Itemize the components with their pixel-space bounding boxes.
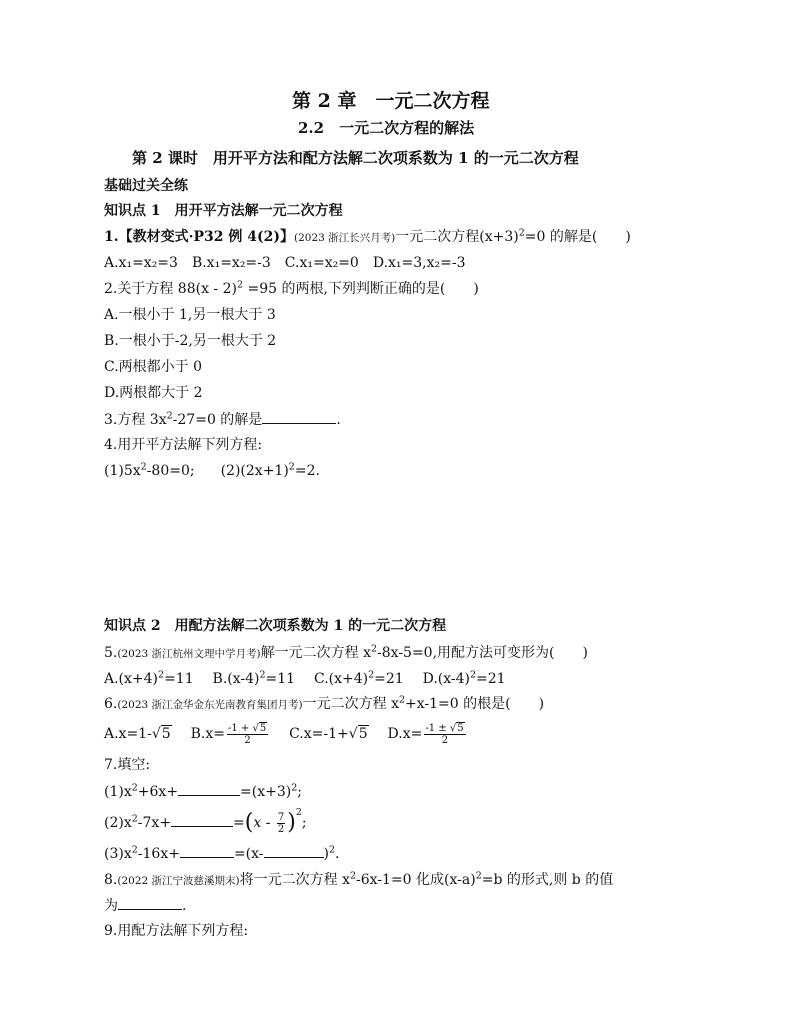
q7-p1-d: ; <box>297 784 302 800</box>
q7-p2-x: x - <box>253 815 275 831</box>
q8-number: 8. <box>104 872 118 888</box>
q2-option-c: C.两根都小于 0 <box>104 359 203 375</box>
q4-p1-a: (1)5x <box>104 463 141 479</box>
sqrt-icon: √ <box>348 726 358 742</box>
question-1 <box>104 227 631 248</box>
q5-options <box>104 669 506 689</box>
q6-b-radicand: 5 <box>259 722 267 734</box>
q7-part-2 <box>104 808 307 838</box>
q8-line2-text: 为 <box>104 898 118 914</box>
q6-d-numerator: -1 ± <box>425 722 450 734</box>
q8-line-2 <box>104 895 186 916</box>
q8-stem-b: -6x-1=0 化成(x-a) <box>356 872 476 888</box>
q7-p3-d: ) <box>323 846 329 862</box>
q7-p3-end: . <box>335 846 340 862</box>
q7-p3-exp2: 2 <box>329 844 336 856</box>
question-5 <box>104 643 588 664</box>
q7-p2-exp2: 2 <box>295 807 302 818</box>
q1-source: (2023 浙江长兴月考) <box>294 232 396 244</box>
q7-p3-c: =(x- <box>233 846 264 862</box>
q6-d-radicand: 5 <box>457 722 464 734</box>
q5-stem-b: -8x-5=0,用配方法可变形为( ) <box>377 645 588 661</box>
section-title: 2.2 一元二次方程的解法 <box>298 119 475 137</box>
q6-options <box>104 720 468 748</box>
q8-answer-blank[interactable] <box>118 895 182 910</box>
q2-option-a: A.一根小于 1,另一根大于 3 <box>104 307 276 323</box>
q5-c-exp: 2 <box>368 669 375 681</box>
q4-parts <box>104 461 320 481</box>
q2-exp: 2 <box>236 279 244 291</box>
q7-p2-denominator: 2 <box>277 823 285 835</box>
q8-stem-a: 将一元二次方程 x <box>239 872 350 888</box>
q5-c-text: C.(x+4) <box>313 671 369 687</box>
question-7: 7.填空: <box>104 757 151 773</box>
q6-c-text: C.x=-1+ <box>289 726 349 742</box>
q6-d-fraction <box>424 723 465 746</box>
q6-a-radicand: 5 <box>161 726 171 742</box>
q8-exp: 2 <box>349 870 357 882</box>
q5-a-exp: 2 <box>158 669 165 681</box>
q7-part-1 <box>104 781 302 802</box>
q7-p2-blank[interactable] <box>171 812 233 827</box>
q4-p1-exp: 2 <box>140 461 147 473</box>
q7-p1-c: =(x+3) <box>240 784 292 800</box>
q7-p1-a: (1)x <box>104 784 132 800</box>
q8-exp2: 2 <box>475 870 482 882</box>
question-9: 9.用配方法解下列方程: <box>104 923 249 939</box>
q7-p2-exp: 2 <box>131 813 138 825</box>
sqrt-icon: √ <box>252 722 259 734</box>
q7-p3-a: (3)x <box>104 846 132 862</box>
q5-exp: 2 <box>370 643 378 655</box>
q7-p1-exp: 2 <box>131 782 138 794</box>
q5-b-text: B.(x-4) <box>212 671 260 687</box>
q5-d-rhs: =21 <box>476 671 506 687</box>
practice-heading: 基础过关全练 <box>104 178 188 194</box>
knowledge-point-2-title: 知识点 2 用配方法解二次项系数为 1 的一元二次方程 <box>104 618 447 634</box>
q5-d-text: D.(x-4) <box>422 671 470 687</box>
question-2 <box>104 279 479 299</box>
q6-d-text: D.x= <box>387 726 423 742</box>
knowledge-point-1-title: 知识点 1 用开平方法解一元二次方程 <box>104 203 343 219</box>
q7-p2-fraction <box>277 812 285 835</box>
q5-number: 5. <box>104 645 118 661</box>
q5-b-exp: 2 <box>259 669 266 681</box>
q8-end: . <box>182 898 187 914</box>
q7-p3-blank-1[interactable] <box>180 843 234 858</box>
right-paren-icon: ) <box>287 810 296 835</box>
q5-b <box>213 671 296 687</box>
q4-p2-exp: 2 <box>288 461 295 473</box>
q8-source: (2022 浙江宁波慈溪期末) <box>117 875 240 887</box>
q7-p1-blank[interactable] <box>178 781 240 796</box>
question-3 <box>104 409 341 430</box>
q1-stem-a: 一元二次方程(x+3) <box>395 229 519 245</box>
q6-stem-b: +x-1=0 的根是( ) <box>405 696 545 712</box>
q2-option-b: B.一根小于-2,另一根大于 2 <box>104 333 277 349</box>
q4-p1-b: -80=0; <box>146 463 195 479</box>
q6-b-denominator: 2 <box>244 734 251 746</box>
q6-number: 6. <box>104 696 118 712</box>
q7-p3-exp: 2 <box>131 844 138 856</box>
question-8 <box>104 870 613 891</box>
q4-p2-a: (2)(2x+1) <box>220 463 289 479</box>
q6-b-fraction <box>227 723 268 746</box>
q6-a-text: A.x=1- <box>104 726 152 742</box>
q2-option-d: D.两根都大于 2 <box>104 385 203 401</box>
q6-a <box>104 725 172 742</box>
q3-end: . <box>336 412 341 428</box>
q7-p1-b: +6x+ <box>137 784 179 800</box>
lesson-title: 第 2 课时 用开平方法和配方法解二次项系数为 1 的一元二次方程 <box>132 149 579 167</box>
sqrt-icon: √ <box>151 726 161 742</box>
q6-b-numerator: -1 + <box>227 722 253 734</box>
q3-stem-a: 3.方程 3x <box>104 412 167 428</box>
q7-p2-end: ; <box>301 815 307 831</box>
q5-a <box>104 671 194 687</box>
q7-p1-exp2: 2 <box>291 782 298 794</box>
sqrt-icon: √ <box>449 722 457 734</box>
q8-stem-c: =b 的形式,则 b 的值 <box>481 872 614 888</box>
q7-p2-numerator: 7 <box>277 811 285 823</box>
q7-p2-a: (2)x <box>104 815 132 831</box>
q7-p2-c: = <box>233 815 245 831</box>
left-paren-icon: ( <box>244 810 254 835</box>
q5-d-exp: 2 <box>470 669 477 681</box>
q5-c <box>314 671 404 687</box>
q5-c-rhs: =21 <box>374 671 404 687</box>
q1-exp: 2 <box>518 227 525 239</box>
q1-stem-b: =0 的解是( ) <box>524 229 631 245</box>
q3-stem-b: -27=0 的解是 <box>172 412 263 428</box>
q7-part-3 <box>104 843 340 864</box>
q7-p3-b: -16x+ <box>137 846 180 862</box>
q6-d <box>387 722 468 746</box>
q6-b <box>190 722 271 746</box>
q2-stem-b: =95 的两根,下列判断正确的是( ) <box>243 281 479 297</box>
q7-p3-blank-2[interactable] <box>264 843 324 858</box>
q4-p2-b: =2. <box>294 463 320 479</box>
q5-stem-a: 解一元二次方程 x <box>260 645 371 661</box>
q5-a-text: A.(x+4) <box>104 671 159 687</box>
q6-source: (2023 浙江金华金东光南教育集团月考) <box>117 699 303 711</box>
q1-options: A.x₁=x₂=3 B.x₁=x₂=-3 C.x₁=x₂=0 D.x₁=3,x₂=-3 <box>104 255 466 271</box>
q5-source: (2023 浙江杭州文理中学月考) <box>117 648 261 660</box>
q3-exp: 2 <box>166 410 173 422</box>
question-6 <box>104 694 544 715</box>
q7-p2-b: -7x+ <box>137 815 172 831</box>
q6-b-text: B.x= <box>190 726 225 742</box>
q3-answer-blank[interactable] <box>262 409 336 424</box>
q6-exp: 2 <box>398 694 406 706</box>
q6-d-denominator: 2 <box>441 734 449 746</box>
q5-b-rhs: =11 <box>265 671 296 687</box>
chapter-title: 第 2 章 一元二次方程 <box>292 90 490 112</box>
q6-c-radicand: 5 <box>358 726 368 742</box>
question-4: 4.用开平方法解下列方程: <box>104 437 263 453</box>
q1-tag: 【教材变式·P32 例 4(2)】 <box>118 229 294 245</box>
q6-c <box>289 725 369 742</box>
q1-number: 1. <box>104 229 119 245</box>
q5-a-rhs: =11 <box>164 671 194 687</box>
q5-d <box>423 671 506 687</box>
q6-stem-a: 一元二次方程 x <box>302 696 399 712</box>
q2-stem-a: 2.关于方程 88(x - 2) <box>104 281 237 297</box>
